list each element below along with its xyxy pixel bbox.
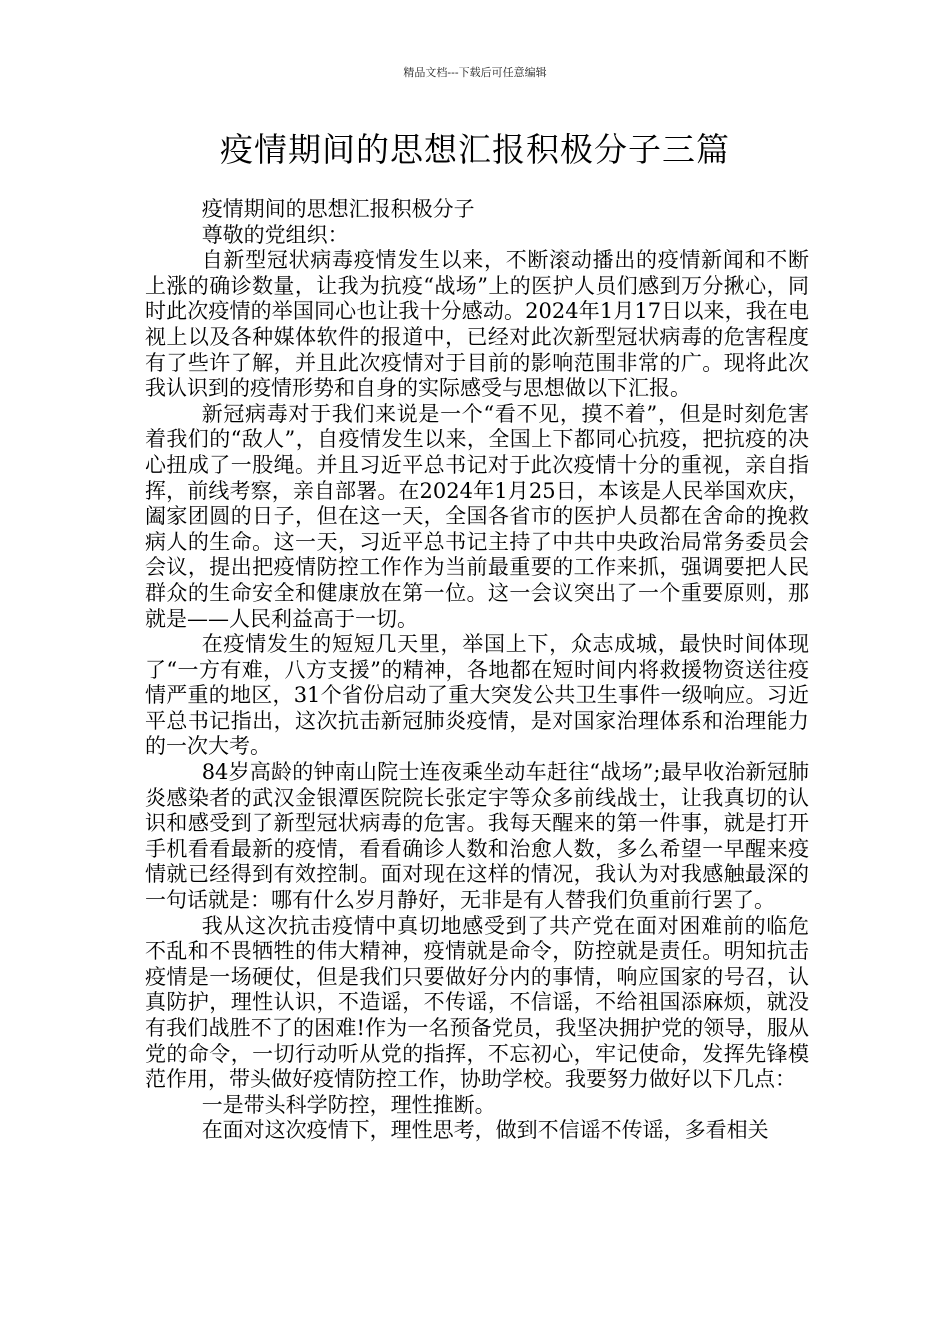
document-body [145,197,809,1144]
paragraph: 一是带头科学防控，理性推断。 [201,1092,496,1117]
header-note: 精品文档---下载后可任意编辑 [403,66,547,79]
document-title: 疫情期间的思想汇报积极分子三篇 [220,130,730,169]
paragraph: 在疫情发生的短短几天里，举国上下，众志成城，最快时间体现了“一方有难，八方支援”的精神，各地都在短时间内将救援物资送往疫情严重的地区，31个省份启动了重大突发公共卫生事件一级响应。习近平总书记指出，这次抗击新冠肺炎疫情，是对国家治理体系和治理能力的一次大考。 [145,632,809,759]
salutation: 尊敬的党组织： [201,222,349,247]
paragraph: 自新型冠状病毒疫情发生以来，不断滚动播出的疫情新闻和不断上涨的确诊数量，让我为抗疫“战场”上的医护人员们感到万分揪心，同时此次疫情的举国同心也让我十分感动。2024年1月17日以来，我在电视上以及各种媒体软件的报道中，已经对此次新型冠状病毒的危害程度有了些许了解，并且此次疫情对于目前的影响范围非常的广。现将此次我认识到的疫情形势和自身的实际感受与思想做以下汇报。 [145,248,809,401]
paragraph: 新冠病毒对于我们来说是一个“看不见，摸不着”，但是时刻危害着我们的“敌人”，自疫情发生以来，全国上下都同心抗疫，把抗疫的决心扭成了一股绳。并且习近平总书记对于此次疫情十分的重视，亲自指挥，前线考察，亲自部署。在2024年1月25日，本该是人民举国欢庆，阖家团圆的日子，但在这一天，全国各省市的医护人员都在舍命的挽救病人的生命。这一天，习近平总书记主持了中共中央政治局常务委员会会议，提出把疫情防控工作作为当前最重要的工作来抓，强调要把人民群众的生命安全和健康放在第一位。这一会议突出了一个重要原则，那就是——人民利益高于一切。 [145,401,809,631]
paragraph: 84岁高龄的钟南山院士连夜乘坐动车赶往“战场”;最早收治新冠肺炎感染者的武汉金银潭医院院长张定宇等众多前线战士，让我真切的认识和感受到了新型冠状病毒的危害。我每天醒来的第一件事，就是打开手机看看最新的疫情，看看确诊人数和治愈人数，多么希望一早醒来疫情就已经得到有效控制。面对现在这样的情况，我认为对我感触最深的一句话就是：哪有什么岁月静好，无非是有人替我们负重前行罢了。 [145,760,809,913]
paragraph: 我从这次抗击疫情中真切地感受到了共产党在面对困难前的临危不乱和不畏牺牲的伟大精神，疫情就是命令，防控就是责任。明知抗击疫情是一场硬仗，但是我们只要做好分内的事情，响应国家的号召，认真防护，理性认识，不造谣，不传谣，不信谣，不给祖国添麻烦，就没有我们战胜不了的困难!作为一名预备党员，我坚决拥护党的领导，服从党的命令，一切行动听从党的指挥，不忘初心，牢记使命，发挥先锋模范作用，带头做好疫情防控工作，协助学校。我要努力做好以下几点： [145,913,809,1092]
paragraph: 在面对这次疫情下，理性思考，做到不信谣不传谣，多看相关 [201,1118,769,1143]
document-subtitle: 疫情期间的思想汇报积极分子 [201,197,475,221]
